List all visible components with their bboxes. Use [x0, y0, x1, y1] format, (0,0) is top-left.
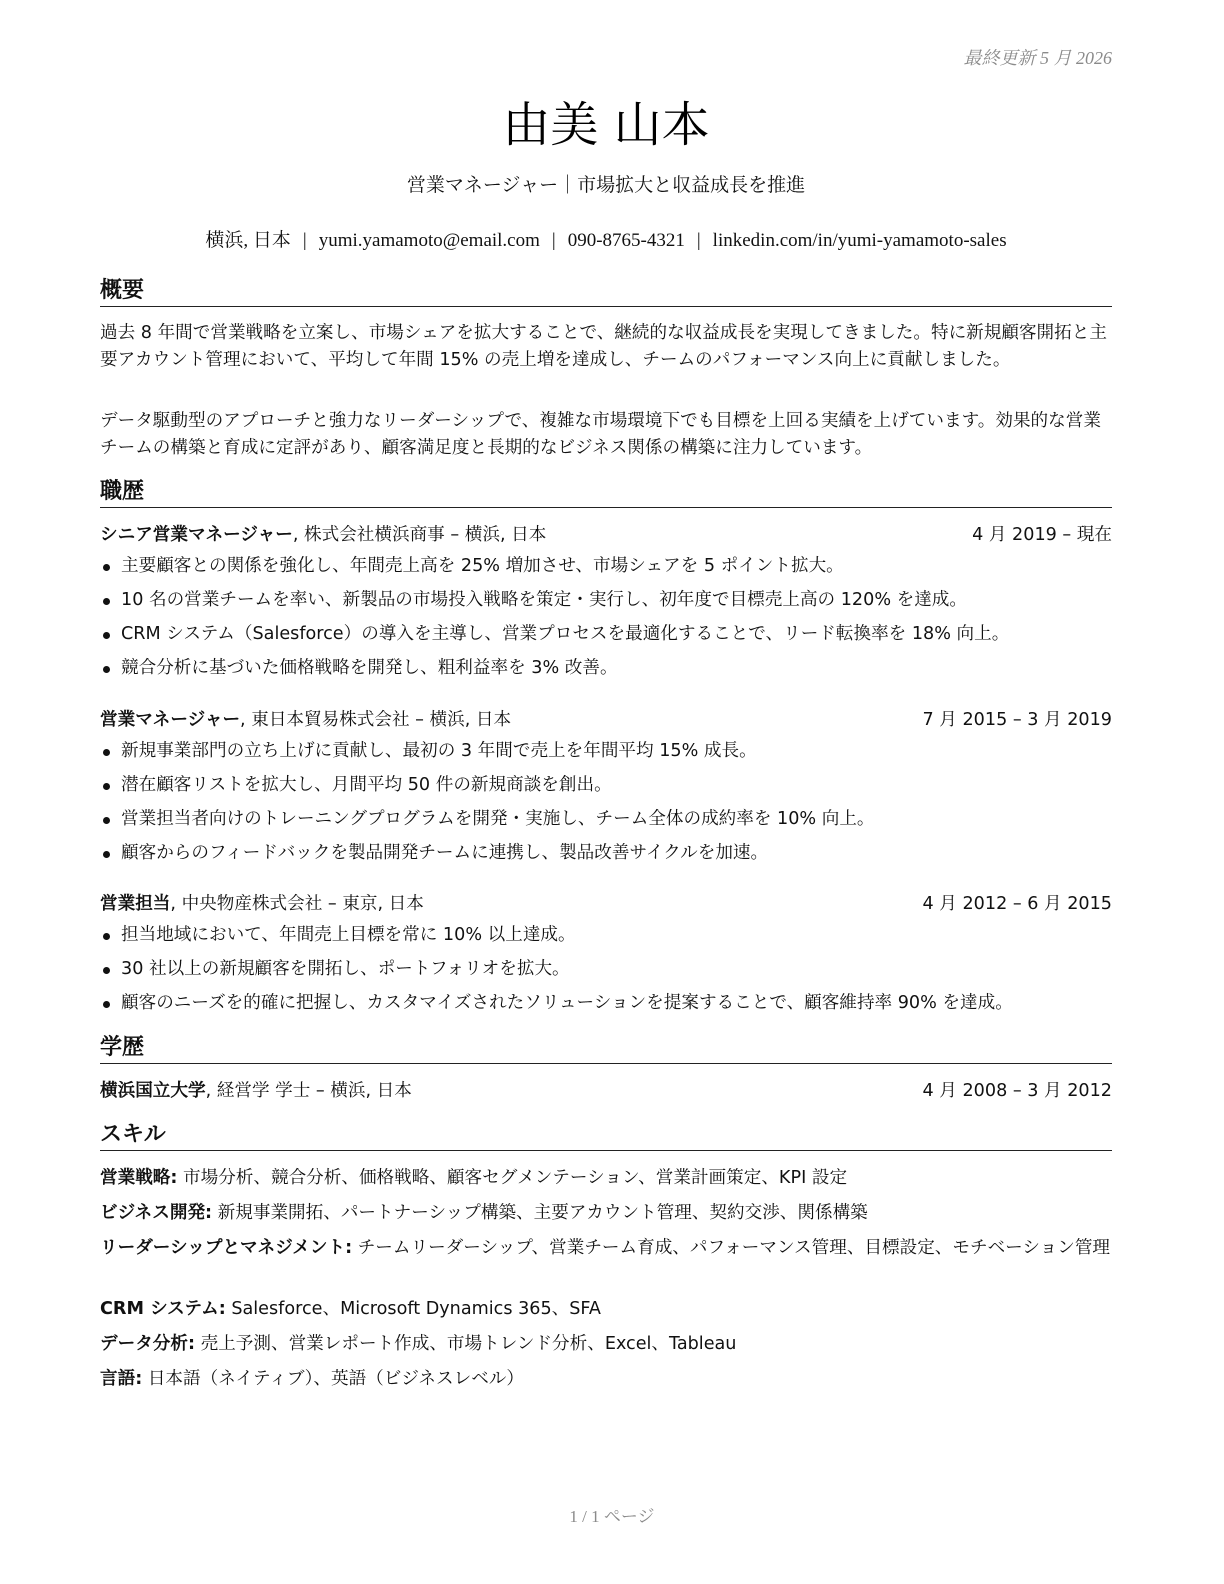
skill-value: 売上予測、営業レポート作成、市場トレンド分析、Excel、Tableau [195, 1334, 737, 1354]
contact-line [100, 225, 1112, 252]
section-title-skills: スキル [100, 1122, 1112, 1151]
summary-paragraph: データ駆動型のアプローチと強力なリーダーシップで、複雑な市場環境下でも目標を上回る実績を上げています。効果的な営業チームの構築と育成に定評があり、顧客満足度と長期的なビジネス関係の構築に注力しています。 [100, 411, 1101, 458]
contact-location: 横浜, 日本 [205, 230, 291, 251]
skill-row [100, 1296, 1112, 1323]
contact-separator: | [696, 230, 701, 251]
list-item: 10 名の営業チームを率い、新製品の市場投入戦略を策定・実行し、初年度で目標売上高の 120% を達成。 [100, 587, 1112, 621]
education-detail: , 経営学 学士 – 横浜, 日本 [205, 1081, 412, 1101]
job-header [100, 891, 1112, 917]
list-item: 顧客からのフィードバックを製品開発チームに連携し、製品改善サイクルを加速。 [100, 840, 1112, 874]
skill-value: Salesforce、Microsoft Dynamics 365、SFA [225, 1299, 601, 1319]
section-title-experience: 職歴 [100, 479, 1112, 508]
list-item: 30 社以上の新規顧客を開拓し、ポートフォリオを拡大。 [100, 956, 1112, 990]
list-item: 潜在顧客リストを拡大し、月間平均 50 件の新規商談を創出。 [100, 772, 1112, 806]
contact-separator: | [302, 230, 307, 251]
skill-row [100, 1366, 1112, 1393]
job-dates: 4 月 2019 – 現在 [972, 525, 1112, 545]
list-item: 担当地域において、年間売上目標を常に 10% 以上達成。 [100, 922, 1112, 956]
skill-label: ビジネス開発: [100, 1203, 213, 1223]
skill-value: 日本語（ネイティブ）、英語（ビジネスレベル） [142, 1369, 524, 1389]
job-header [100, 522, 1112, 548]
job-bullets [100, 553, 1112, 689]
last-updated: 最終更新 5 月 2026 [963, 48, 1112, 68]
job-company: , 株式会社横浜商事 – 横浜, 日本 [292, 525, 547, 545]
section-title-education: 学歴 [100, 1035, 1112, 1064]
skill-label: 営業戦略: [100, 1168, 178, 1188]
skill-label: データ分析: [100, 1334, 196, 1354]
summary-paragraph: 過去 8 年間で営業戦略を立案し、市場シェアを拡大することで、継続的な収益成長を実現してきました。特に新規顧客開拓と主要アカウント管理において、平均して年間 15% の売上増を達成し、チームのパフォーマンス向上に貢献しました。 [100, 323, 1107, 370]
contact-separator: | [551, 230, 556, 251]
page-indicator: 1 / 1 ページ [569, 1507, 655, 1526]
skill-label: リーダーシップとマネジメント: [100, 1238, 353, 1258]
skill-value: チームリーダーシップ、営業チーム育成、パフォーマンス管理、目標設定、モチベーション管理 [352, 1238, 1111, 1258]
job-role: 営業マネージャー [100, 710, 241, 730]
job-company: , 東日本貿易株式会社 – 横浜, 日本 [240, 710, 512, 730]
list-item: CRM システム（Salesforce）の導入を主導し、営業プロセスを最適化することで、リード転換率を 18% 向上。 [100, 621, 1112, 655]
skill-label: 言語: [100, 1369, 143, 1389]
list-item: 営業担当者向けのトレーニングプログラムを開発・実施し、チーム全体の成約率を 10% 向上。 [100, 806, 1112, 840]
list-item: 顧客のニーズを的確に把握し、カスタマイズされたソリューションを提案することで、顧客維持率 90% を達成。 [100, 990, 1112, 1024]
skill-label: CRM システム: [100, 1299, 226, 1319]
contact-email[interactable]: yumi.yamamoto@email.com [318, 230, 540, 251]
list-item: 新規事業部門の立ち上げに貢献し、最初の 3 年間で売上を年間平均 15% 成長。 [100, 738, 1112, 772]
skill-row [100, 1235, 1112, 1262]
skill-row [100, 1165, 1112, 1192]
skill-value: 新規事業開拓、パートナーシップ構築、主要アカウント管理、契約交渉、関係構築 [212, 1203, 868, 1223]
headline: 営業マネージャー｜市場拡大と収益成長を推進 [406, 174, 806, 196]
candidate-name: 由美 山本 [502, 97, 710, 153]
section-title-summary: 概要 [100, 278, 1112, 307]
job-role: シニア営業マネージャー [100, 525, 293, 545]
contact-phone: 090-8765-4321 [567, 230, 685, 251]
skill-row [100, 1331, 1112, 1358]
education-entry [100, 1078, 1112, 1104]
job-header [100, 707, 1112, 733]
contact-linkedin[interactable]: linkedin.com/in/yumi-yamamoto-sales [712, 230, 1007, 251]
job-role: 営業担当 [100, 894, 171, 914]
job-bullets [100, 738, 1112, 874]
job-company: , 中央物産株式会社 – 東京, 日本 [170, 894, 424, 914]
education-dates: 4 月 2008 – 3 月 2012 [922, 1081, 1112, 1101]
resume-page [100, 0, 1112, 1584]
job-dates: 7 月 2015 – 3 月 2019 [922, 710, 1112, 730]
list-item: 主要顧客との関係を強化し、年間売上高を 25% 増加させ、市場シェアを 5 ポイント拡大。 [100, 553, 1112, 587]
skill-row [100, 1200, 1112, 1227]
list-item: 競合分析に基づいた価格戦略を開発し、粗利益率を 3% 改善。 [100, 655, 1112, 689]
job-dates: 4 月 2012 – 6 月 2015 [922, 894, 1112, 914]
skill-value: 市場分析、競合分析、価格戦略、顧客セグメンテーション、営業計画策定、KPI 設定 [177, 1168, 848, 1188]
job-bullets [100, 922, 1112, 1024]
education-school: 横浜国立大学 [100, 1081, 206, 1101]
